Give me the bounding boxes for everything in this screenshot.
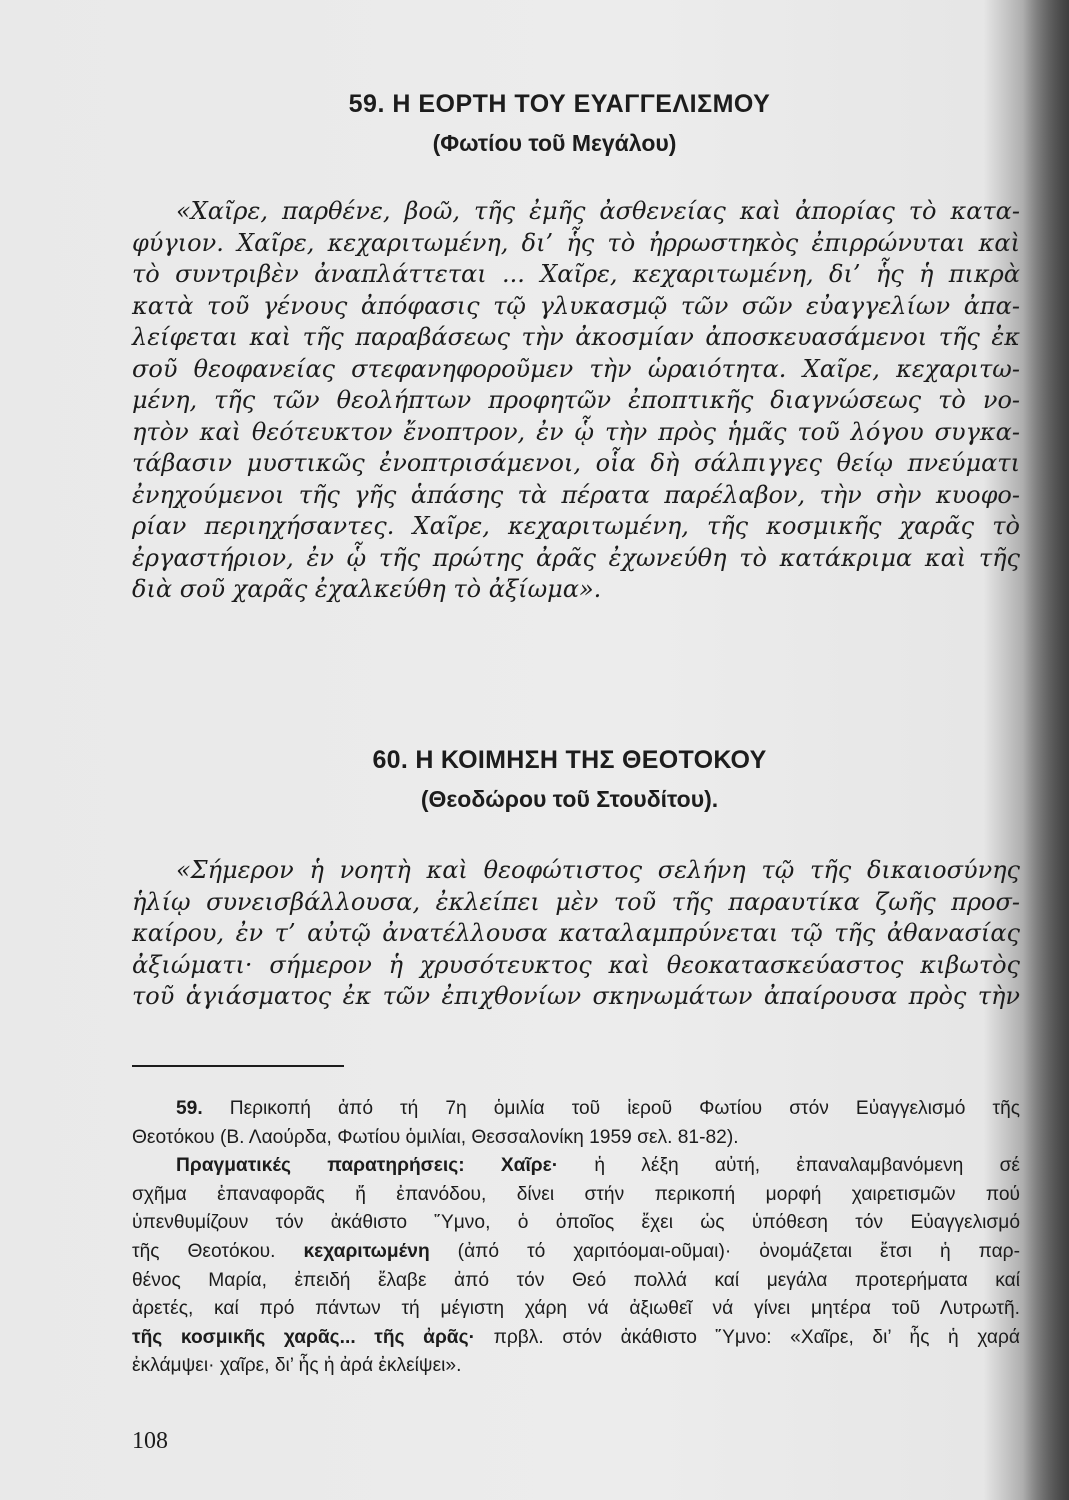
text-line: τάβασιν μυστικῶς ἐνοπτρισάμενοι, οἷα δὴ σάλπιγγες θείῳ πνεύματι bbox=[132, 449, 1020, 477]
text-line: ἀξιώματι· σήμερον ἡ χρυσότευκτος καὶ θεοκατασκεύαστος κιβωτὸς bbox=[132, 950, 1020, 979]
footnote-text: Περικοπή ἀπό τή 7η ὁμιλία τοῦ ἱεροῦ Φωτίου στόν Εὐαγγελισμό τῆς bbox=[202, 1098, 1020, 1119]
section-59-subtitle: (Φωτίου τοῦ Μεγάλου) bbox=[432, 130, 677, 156]
footnote-line bbox=[132, 1152, 1020, 1181]
text-line: τὸ συντριβὲν ἀναπλάττεται ... Χαῖρε, κεχαριτωμένη, δι’ ἧς ἡ πικρὰ bbox=[132, 260, 1020, 288]
footnote-line bbox=[132, 1095, 1020, 1124]
footnote-text: (ἀπό τό χαριτόομαι-οῦμαι)· ὀνομάζεται ἔτσι ἡ παρ- bbox=[429, 1240, 1020, 1262]
section-60-subtitle: (Θεοδώρου τοῦ Στουδίτου). bbox=[420, 786, 719, 812]
section-59-title: 59. Η ΕΟΡΤΗ ΤΟΥ ΕΥΑΓΓΕΛΙΣΜΟΥ bbox=[348, 90, 771, 118]
footnotes bbox=[132, 1095, 1020, 1381]
text-line: «Χαῖρε, παρθένε, βοῶ, τῆς ἐμῆς ἀσθενείας καὶ ἀπορίας τὸ κατα- bbox=[176, 197, 1020, 225]
footnote-number: 59. bbox=[176, 1098, 203, 1119]
page-number: 108 bbox=[132, 1428, 168, 1454]
text-line: φύγιον. Χαῖρε, κεχαριτωμένη, δι’ ἧς τὸ ἠρρωστηκὸς ἐπιρρώνυται καὶ bbox=[132, 228, 1020, 257]
footnote-term: κεχαριτωμένη bbox=[303, 1240, 430, 1262]
footnote-divider bbox=[132, 1065, 344, 1067]
text-line: ἡλίῳ συνεισβάλλουσα, ἐκλείπει μὲν τοῦ τῆς παραυτίκα ζωῆς προσ- bbox=[132, 887, 1020, 916]
text-line: μένη, τῆς τῶν θεολήπτων προφητῶν ἐποπτικῆς διαγνώσεως τὸ νο- bbox=[132, 386, 1020, 414]
footnote-line: θένος Μαρία, ἐπειδή ἔλαβε ἀπό τόν Θεό πολλά καί μεγάλα προτερήματα καί bbox=[132, 1269, 1020, 1291]
footnote-line: Θεοτόκου (Β. Λαούρδα, Φωτίου ὁμιλίαι, Θεσσαλονίκη 1959 σελ. 81-82). bbox=[132, 1126, 739, 1148]
text-line: ἐνηχούμενοι τῆς γῆς ἁπάσης τὰ πέρατα παρέλαβον, τὴν σὴν κυοφο- bbox=[132, 480, 1020, 509]
footnote-line bbox=[132, 1324, 1020, 1353]
text-line: ἐργαστήριον, ἐν ᾧ τῆς πρώτης ἀρᾶς ἐχωνεύθη τὸ κατάκριμα καὶ τῆς bbox=[132, 543, 1020, 572]
footnote-line: ὑπενθυμίζουν τόν ἀκάθιστο Ὕμνο, ὁ ὁποῖος ἔχει ὡς ὑπόθεση τόν Εὐαγγελισμό bbox=[132, 1212, 1020, 1234]
footnote-term: τῆς κοσμικῆς χαρᾶς... τῆς ἀρᾶς· bbox=[132, 1326, 475, 1348]
section-59-text bbox=[132, 196, 1020, 606]
text-line: διὰ σοῦ χαρᾶς ἐχαλκεύθη τὸ ἀξίωμα». bbox=[132, 575, 602, 603]
footnote-line: ἀρετές, καί πρό πάντων τή μέγιστη χάρη νά ἀξιωθεῖ νά γίνει μητέρα τοῦ Λυτρωτῆ. bbox=[132, 1298, 1020, 1320]
footnote-text: τῆς Θεοτόκου. bbox=[132, 1240, 304, 1262]
footnote-line: ἐκλάμψει· χαῖρε, δι’ ἧς ἡ ἀρά ἐκλείψει». bbox=[132, 1355, 462, 1377]
footnote-text: πρβλ. στόν ἀκάθιστο Ὕμνο: «Χαῖρε, δι’ ἧς ἡ χαρά bbox=[474, 1326, 1020, 1348]
text-line: κατὰ τοῦ γένους ἀπόφασις τῷ γλυκασμῷ τῶν σῶν εὐαγγελίων ἀπα- bbox=[132, 291, 1020, 320]
footnote-term: Πραγματικές παρατηρήσεις: Χαῖρε· bbox=[176, 1155, 559, 1177]
text-line: καίρου, ἐν τ’ αὐτῷ ἀνατέλλουσα καταλαμπρύνεται τῷ τῆς ἀθανασίας bbox=[132, 919, 1020, 947]
section-60-text bbox=[132, 855, 1020, 1013]
footnote-text: ἡ λέξη αὐτή, ἐπαναλαμβανόμενη σέ bbox=[558, 1155, 1020, 1177]
text-line: ητὸν καὶ θεότευκτον ἔνοπτρον, ἐν ᾧ τὴν πρὸς ἡμᾶς τοῦ λόγου συγκα- bbox=[132, 417, 1020, 446]
footnote-line: σχῆμα ἐπαναφορᾶς ἤ ἐπανόδου, δίνει στήν περικοπή μορφή χαιρετισμῶν πού bbox=[132, 1183, 1020, 1205]
text-line: σοῦ θεοφανείας στεφανηφοροῦμεν τὴν ὡραιότητα. Χαῖρε, κεχαριτω- bbox=[132, 354, 1020, 383]
text-line: ρίαν περιηχήσαντες. Χαῖρε, κεχαριτωμένη, τῆς κοσμικῆς χαρᾶς τὸ bbox=[132, 512, 1020, 540]
footnote-line bbox=[132, 1238, 1020, 1267]
text-line: «Σήμερον ἡ νοητὴ καὶ θεοφώτιστος σελήνη τῷ τῆς δικαιοσύνης bbox=[176, 856, 1020, 884]
text-line: τοῦ ἁγιάσματος ἐκ τῶν ἐπιχθονίων σκηνωμάτων ἀπαίρουσα πρὸς τὴν bbox=[132, 982, 1020, 1010]
section-60-title: 60. Η ΚΟΙΜΗΣΗ ΤΗΣ ΘΕΟΤΟΚΟΥ bbox=[372, 746, 767, 774]
text-line: λείφεται καὶ τῆς παραβάσεως τὴν ἀκοσμίαν ἀποσκευασάμενοι τῆς ἐκ bbox=[132, 323, 1020, 351]
